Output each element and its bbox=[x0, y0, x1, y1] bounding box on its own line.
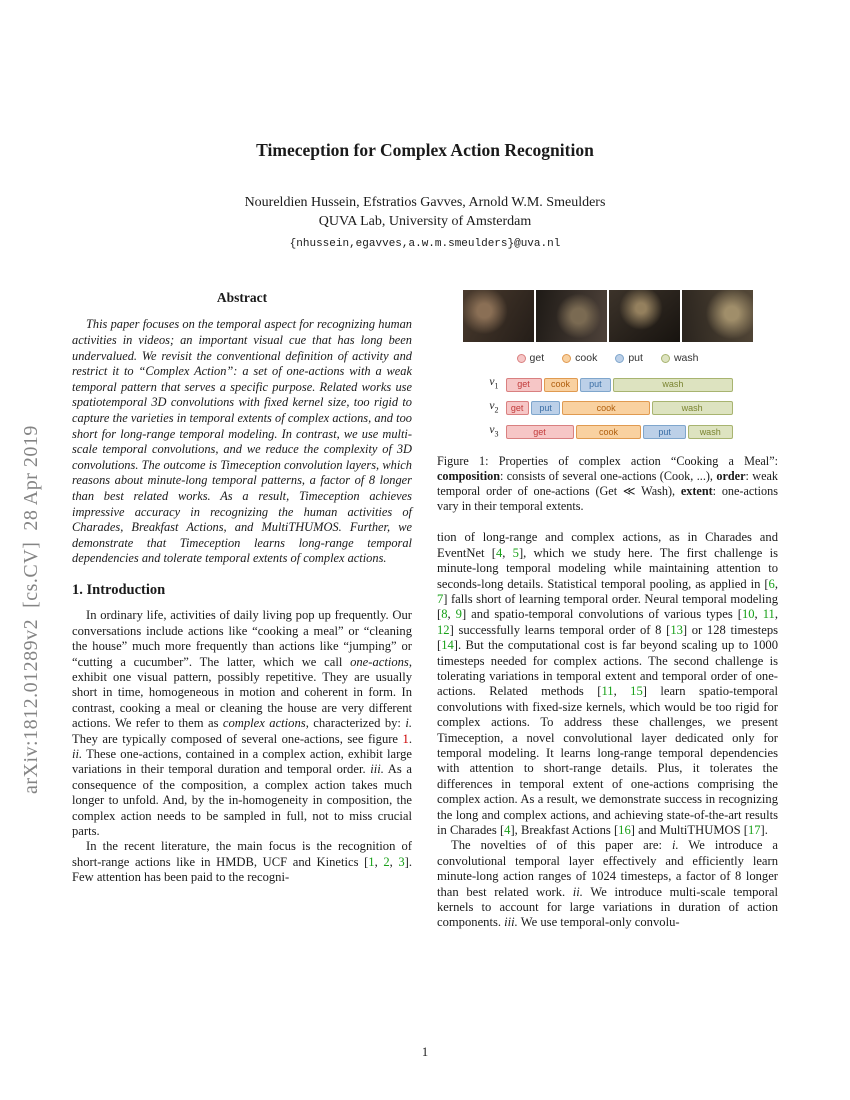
citation-link[interactable]: 9 bbox=[455, 607, 462, 622]
timeline-segment-cook: cook bbox=[544, 378, 578, 392]
citation-link[interactable]: 17 bbox=[747, 823, 761, 838]
citation-link[interactable]: 3 bbox=[398, 854, 405, 869]
put-color-dot-icon bbox=[615, 354, 624, 363]
citation-link[interactable]: 4 bbox=[495, 545, 503, 560]
timeline-track bbox=[506, 425, 733, 439]
timeline-segment-wash: wash bbox=[688, 425, 733, 439]
legend-item-get bbox=[517, 351, 545, 366]
emphasis-text: iii. bbox=[504, 915, 518, 930]
video-frame-2 bbox=[536, 290, 607, 342]
emphasis-text: i. bbox=[405, 716, 412, 731]
timeline-segment-get: get bbox=[506, 401, 529, 415]
video-frame-1 bbox=[463, 290, 534, 342]
arxiv-watermark: arXiv:1812.01289v2 [cs.CV] 28 Apr 2019 bbox=[20, 425, 42, 794]
citation-link[interactable]: 14 bbox=[441, 638, 454, 653]
citation-link[interactable]: 8 bbox=[441, 607, 448, 622]
paper-email: {nhussein,egavves,a.w.m.smeulders}@uva.nl bbox=[289, 238, 561, 250]
right-paragraph-2: The novelties of of this paper are: i. We introduce a convolutional temporal layer effectively and efficiently learn minute-long action ranges of 1024 timesteps, a factor of 8 longer than best related work. ii. We introduce multi-scale temporal kernels to account for large variations in duration of action components. iii. We use temporal-only convolu- bbox=[437, 838, 778, 930]
timeline-segment-wash: wash bbox=[652, 401, 733, 415]
timeline-segment-wash: wash bbox=[613, 378, 732, 392]
legend-label: wash bbox=[673, 352, 699, 364]
left-column bbox=[72, 290, 412, 886]
citation-link[interactable]: 12 bbox=[437, 622, 450, 637]
emphasis-text: extent bbox=[680, 483, 713, 498]
get-color-dot-icon bbox=[517, 354, 526, 363]
video-frame-3 bbox=[609, 290, 680, 342]
emphasis-text: ii. bbox=[572, 884, 583, 899]
legend-item-cook bbox=[562, 351, 597, 366]
paper-title: Timeception for Complex Action Recognition bbox=[256, 140, 594, 160]
citation-link[interactable]: 16 bbox=[618, 823, 631, 838]
timeline-row-v1 bbox=[483, 375, 733, 394]
timeline-track bbox=[506, 378, 733, 392]
citation-link[interactable]: 4 bbox=[504, 823, 511, 838]
timeline-label: $v_2$ bbox=[489, 400, 499, 415]
timeline-segment-get: get bbox=[506, 425, 574, 439]
figure-caption: Figure 1: Properties of complex action “Cooking a Meal”: composition: consists of several one-actions (Cook, ...), order: weak temporal order of one-actions (Get ≪ Wash), extent: one-actions vary in their temporal extents. bbox=[437, 453, 778, 514]
paper-authors: Noureldien Hussein, Efstratios Gavves, Arnold W.M. Smeulders bbox=[244, 195, 606, 210]
citation-link[interactable]: 15 bbox=[630, 684, 643, 699]
timeline-label: $v_3$ bbox=[489, 423, 499, 439]
abstract-heading: Abstract bbox=[216, 290, 268, 305]
timeline-segment-get: get bbox=[506, 378, 542, 392]
citation-link[interactable]: 2 bbox=[383, 854, 390, 869]
legend-label: cook bbox=[575, 352, 598, 364]
citation-link[interactable]: 11 bbox=[601, 684, 614, 699]
timeline-row-v3 bbox=[483, 423, 733, 442]
timeline-label: $v_1$ bbox=[489, 376, 499, 391]
timeline-track bbox=[506, 401, 733, 415]
citation-link[interactable]: 6 bbox=[768, 576, 775, 591]
figure-legend bbox=[437, 351, 778, 366]
legend-item-put bbox=[615, 351, 643, 366]
citation-link[interactable]: 1 bbox=[368, 854, 375, 869]
emphasis-text: ii. bbox=[72, 746, 83, 761]
figure-ref-link[interactable]: 1 bbox=[402, 731, 409, 746]
timeline-segment-put: put bbox=[580, 378, 612, 392]
page-number: 1 bbox=[421, 1045, 429, 1059]
section-heading-introduction: 1. Introduction bbox=[72, 581, 166, 598]
timeline-row-v2 bbox=[483, 399, 733, 418]
figure-timelines bbox=[483, 375, 733, 441]
emphasis-text: one-actions bbox=[350, 654, 409, 669]
emphasis-text: iii. bbox=[370, 762, 384, 777]
abstract-text: This paper focuses on the temporal aspect for recognizing human activities in videos; an important visual cue that has long been undervalued. We revisit the conventional definition of activity and restrict it to “Complex Action”: a set of one-actions with a weak temporal pattern that serves a specific purpose. Related works use spatiotemporal 3D convolutions with fixed kernel size, too rigid to capture the varieties in temporal extents of complex actions, and too short for long-range temporal modeling. In contrast, we use multi-scale temporal convolutions, and we reduce the complexity of 3D convolutions. The outcome is Timeception convolution layers, which reasons about minute-long temporal patterns, a factor of 8 longer than best related works. As a result, Timeception achieves impressive accuracy in recognizing the human activities of Charades, Breakfast Actions, and MultiTHUMOS. Further, we demonstrate that Timeception learns long-range temporal dependencies and tolerate temporal extents of complex actions. bbox=[72, 317, 412, 566]
right-paragraph-1: tion of long-range and complex actions, as in Charades and EventNet [4, 5], which we study here. The first challenge is minute-long temporal modeling while maintaining attention to seconds-long details. Statistical temporal pooling, as applied in [6, 7] falls short of learning temporal order. Neural temporal modeling [8, 9] and spatio-temporal convolutions of various types [10, 11, 12] successfully learns temporal order of 8 [13] or 128 timesteps [14]. But the computational cost is far beyond scaling up to 1000 timesteps needed for complex actions. The second challenge is tolerating variations in temporal extent and temporal order of one-actions. Related methods [11, 15] learn spatio-temporal convolutions with fixed-size kernels, which would be too rigid for complex actions. To address these challenges, we present Timeception, a novel convolutional layer dedicated only for temporal modeling. It learns long-range temporal dependencies with attention to short-range details. Plus, it tolerates the differences in temporal extent of one-actions comprising the complex action. As a result, we demonstrate success in recognizing the long and complex actions, and achieving state-of-the-art results in Charades [4], Breakfast Actions [16] and MultiTHUMOS [17]. bbox=[437, 530, 779, 838]
cook-color-dot-icon bbox=[562, 354, 571, 363]
citation-link[interactable]: 10 bbox=[741, 607, 755, 622]
emphasis-text: i. bbox=[671, 838, 679, 853]
timeline-segment-put: put bbox=[531, 401, 561, 415]
paper-affiliation: QUVA Lab, University of Amsterdam bbox=[318, 214, 532, 229]
intro-paragraph-1: In ordinary life, activities of daily living pop up frequently. Our conversations include actions like “cooking a meal” or “cleaning the house” much more frequently than actions like “jumping” or “cutting a cucumber”. The latter, which we call one-actions, exhibit one visual pattern, possibly repetitive. They are usually short in time, homogeneous in motion and coherent in form. In contrast, cooking a meal or cleaning the house are very different actions. We refer to them as complex actions, characterized by: i. They are typically composed of several one-actions, see figure 1. ii. These one-actions, contained in a complex action, exhibit large variations in their temporal duration and temporal order. iii. As a consequence of the composition, a complex action takes much longer to unfold. And, by the in-homogeneity in composition, the complex action needs to be sampled in full, not to miss crucial parts. bbox=[72, 608, 413, 838]
emphasis-text: composition bbox=[437, 468, 500, 483]
video-frame-4 bbox=[682, 290, 753, 342]
timeline-segment-put: put bbox=[643, 425, 685, 439]
figure-1 bbox=[437, 290, 778, 514]
timeline-segment-cook: cook bbox=[576, 425, 642, 439]
figure-video-frames bbox=[437, 290, 778, 342]
citation-link[interactable]: 11 bbox=[762, 607, 775, 622]
emphasis-text: order bbox=[716, 468, 746, 483]
emphasis-text: complex actions bbox=[222, 716, 306, 731]
title-block bbox=[0, 140, 850, 250]
right-column bbox=[437, 290, 778, 931]
wash-color-dot-icon bbox=[661, 354, 670, 363]
timeline-segment-cook: cook bbox=[562, 401, 649, 415]
legend-label: put bbox=[628, 352, 643, 364]
citation-link[interactable]: 7 bbox=[437, 591, 444, 606]
legend-item-wash bbox=[661, 351, 699, 366]
citation-link[interactable]: 5 bbox=[512, 545, 519, 560]
intro-paragraph-2: In the recent literature, the main focus is the recognition of short-range actions like in HMDB, UCF and Kinetics [1, 2, 3]. Few attention has been paid to the recogni- bbox=[72, 839, 413, 885]
citation-link[interactable]: 13 bbox=[670, 622, 683, 637]
legend-label: get bbox=[529, 352, 545, 364]
